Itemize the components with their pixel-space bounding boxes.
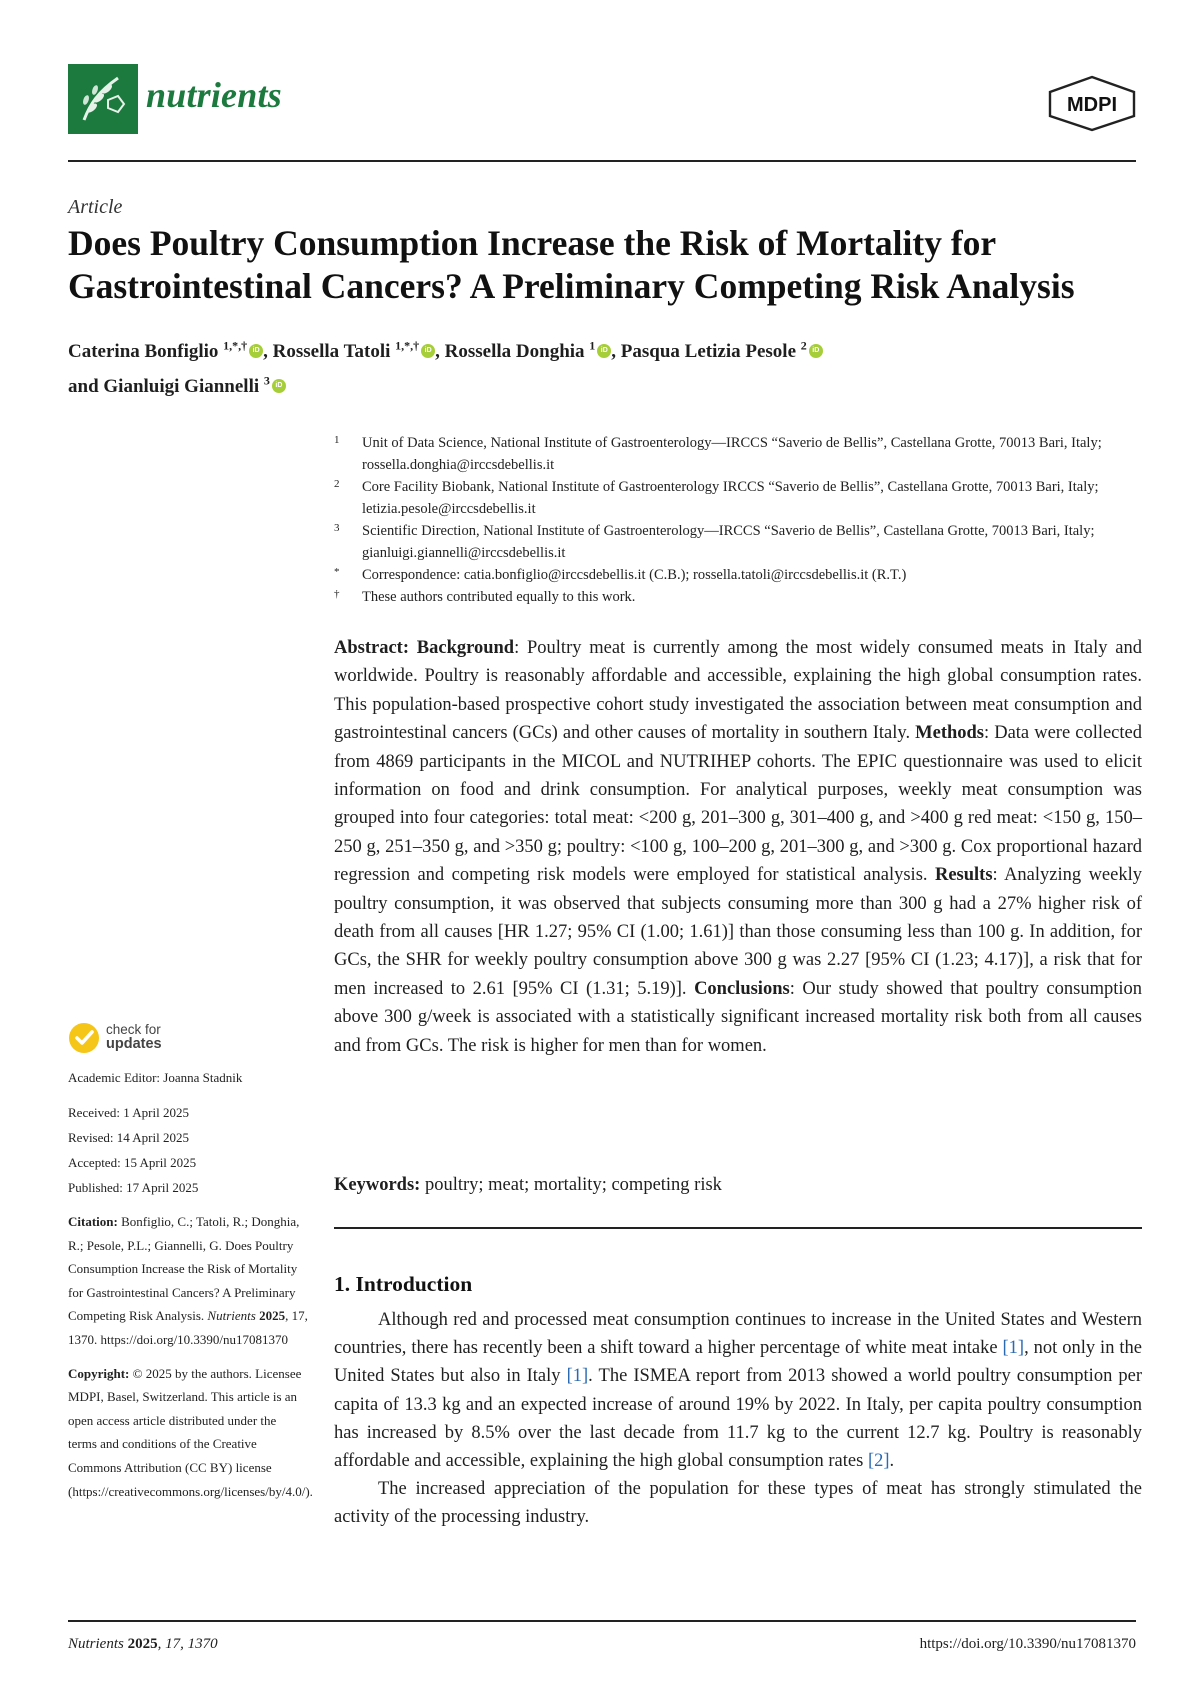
orcid-icon[interactable]: iD — [421, 344, 435, 358]
citation-link[interactable]: [1] — [1002, 1338, 1025, 1359]
introduction-body — [334, 1306, 1142, 1532]
title-line-1: Does Poultry Consumption Increase the Risk of Mortality for — [68, 223, 997, 263]
title-line-2: Gastrointestinal Cancers? A Preliminary Competing Risk Analysis — [68, 266, 1075, 306]
section-divider — [334, 1227, 1142, 1229]
keywords: Keywords: poultry; meat; mortality; competing risk — [334, 1175, 722, 1195]
received-date: Received: 1 April 2025 — [68, 1105, 189, 1120]
paragraph: The increased appreciation of the population for these types of meat has strongly stimulated the activity of the processing industry. — [334, 1479, 1142, 1528]
author: and Gianluigi Giannelli $^3$ iD — [68, 376, 286, 397]
published-date: Published: 17 April 2025 — [68, 1180, 199, 1195]
check-for-updates-button[interactable]: check for updates — [106, 1022, 162, 1052]
footer-doi-link[interactable]: https://doi.org/10.3390/nu17081370 — [919, 1636, 1136, 1652]
article-sidebar — [68, 1066, 313, 1503]
author-list — [68, 332, 1068, 401]
paragraph: Although red and processed meat consumption continues to increase in the United States and Western countries, there has recently been a shift toward a higher percentage of white meat intake [1], not only in the United States but also in Italy [1]. The ISMEA report from 2013 showed a world poultry consumption per capita of 13.3 kg and an expected increase of around 19% by 2022. In Italy, per capita poultry consumption has increased by 8.5% over the last decade from 11.7 kg to the current 12.7 kg. Poultry is reasonably affordable and accessible, explaining the high global consumption rates [2]. — [334, 1310, 1142, 1472]
orcid-icon[interactable]: iD — [597, 344, 611, 358]
orcid-icon[interactable]: iD — [809, 344, 823, 358]
citation-link[interactable]: [1] — [566, 1366, 589, 1387]
affiliation-item: 3 Scientific Direction, National Institute of Gastroenterology—IRCCS “Saverio de Bellis”, Castellana Grotte, 70013 Bari, Italy; gianluigi.giannelli@irccsdebellis.it — [334, 522, 1095, 561]
journal-logo-icon — [68, 64, 138, 134]
citation-link[interactable]: [2] — [867, 1451, 890, 1472]
mdpi-logo-text: MDPI — [1067, 94, 1117, 116]
author: Rossella Donghia $^1$ iD , — [444, 339, 617, 363]
orcid-icon[interactable]: iD — [272, 379, 286, 393]
affiliation-item: 2 Core Facility Biobank, National Institute of Gastroenterology IRCCS “Saverio de Bellis”, Castellana Grotte, 70013 Bari, Italy; letizia.pesole@irccsdebellis.it — [334, 478, 1099, 517]
academic-editor: Academic Editor: Joanna Stadnik — [68, 1070, 243, 1085]
correspondence: * Correspondence: catia.bonfiglio@irccsdebellis.it (C.B.); rossella.tatoli@irccsdebellis.it (R.T.) — [334, 566, 907, 583]
accepted-date: Accepted: 15 April 2025 — [68, 1155, 197, 1170]
author: Caterina Bonfiglio $^{1,*,\dagger}$ iD , — [68, 339, 268, 363]
introduction-heading: 1. Introduction — [334, 1272, 473, 1296]
citation-block: Citation: Bonfiglio, C.; Tatoli, R.; Donghia, R.; Pesole, P.L.; Giannelli, G. Does Poultry Consumption Increase the Risk of Mortality for Gastrointestinal Cancers? A Preliminary Competing Risk Analysis. Nutrients 2025, 17, 1370. https://doi.org/10.3390/nu17081370 — [68, 1214, 308, 1347]
author: Rossella Tatoli $^{1,*,\dagger}$ iD , — [272, 339, 440, 363]
orcid-icon[interactable]: iD — [249, 344, 263, 358]
author: Pasqua Letizia Pesole $^2$ iD — [621, 341, 823, 362]
mdpi-logo — [1046, 74, 1138, 132]
article-title — [68, 222, 1148, 308]
footer-citation: Nutrients 2025, 17, 1370 — [68, 1636, 218, 1652]
article-type: Article — [68, 196, 123, 218]
affiliation-item: 1 Unit of Data Science, National Institute of Gastroenterology—IRCCS “Saverio de Bellis”, Castellana Grotte, 70013 Bari, Italy; rossella.donghia@irccsdebellis.it — [334, 434, 1102, 473]
header-divider — [68, 160, 1136, 162]
check-for-updates-icon[interactable] — [68, 1022, 100, 1054]
copyright-block: Copyright: © 2025 by the authors. Licensee MDPI, Basel, Switzerland. This article is an open access article distributed under the terms and conditions of the Creative Commons Attribution (CC BY) license (https://creativecommons.org/licenses/by/4.0/). — [68, 1365, 313, 1499]
affiliations — [334, 432, 1142, 608]
journal-name: nutrients — [146, 75, 282, 115]
equal-contribution-note: † These authors contributed equally to this work. — [334, 588, 636, 605]
footer-divider — [68, 1620, 1136, 1622]
abstract: Abstract: Background: Poultry meat is currently among the most widely consumed meats in Italy and worldwide. Poultry is reasonably affordable and accessible, explaining the high global consumption rates. This population-based prospective cohort study investigated the association between meat consumption and gastrointestinal cancers (GCs) and other causes of mortality in southern Italy. Methods: Data were collected from 4869 participants in the MICOL and NUTRIHEP cohorts. The EPIC questionnaire was used to elicit information on food and drink consumption. For analytical purposes, weekly meat consumption was grouped into four categories: total meat: <200 g, 201–300 g, 301–400 g, and >400 g red meat: <150 g, 150–250 g, 251–350 g, and >350 g; poultry: <100 g, 100–200 g, 201–300 g, and >300 g. Cox proportional hazard regression and competing risk models were employed for statistical analysis. Results: Analyzing weekly poultry consumption, it was observed that subjects consuming more than 300 g had a 27% higher risk of death from all causes [HR 1.27; 95% CI (1.00; 1.61)] than those consuming less than 100 g. In addition, for GCs, the SHR for weekly poultry consumption above 300 g was 2.27 [95% CI (1.23; 4.17)], a risk that for men increased to 2.61 [95% CI (1.31; 5.19)]. Conclusions: Our study showed that poultry consumption above 300 g/week is associated with a statistically significant increased mortality risk both from all causes and from GCs. The risk is higher for men than for women. — [334, 638, 1142, 1056]
revised-date: Revised: 14 April 2025 — [68, 1130, 189, 1145]
